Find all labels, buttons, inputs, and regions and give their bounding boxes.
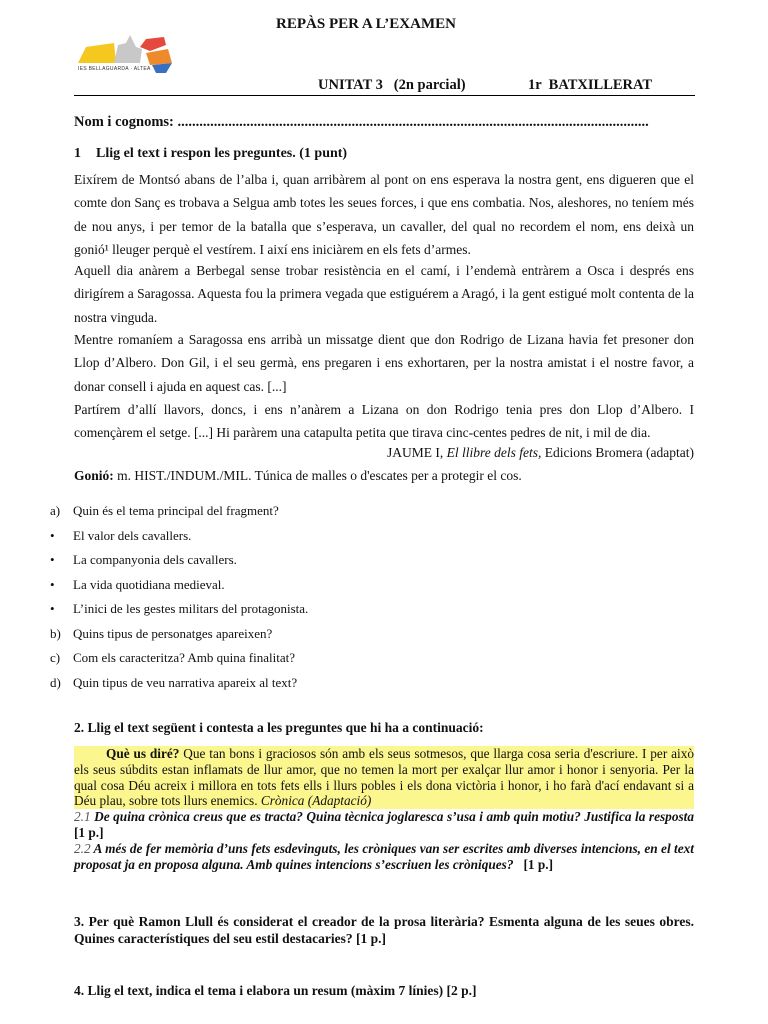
question-2-2 <box>74 841 694 873</box>
glossary-term: Gonió: <box>74 468 114 483</box>
question-1-number: 1 <box>74 146 81 161</box>
passage-lead: Què us diré? <box>106 746 180 761</box>
list-item: • L’inici de les gestes militars del protagonista. <box>50 601 309 616</box>
passage-source: Crònica (Adaptació) <box>260 793 372 809</box>
question-1-heading <box>74 146 347 162</box>
passage-paragraph: Eixírem de Montsó abans de l’alba i, quan arribàrem al pont on ens esperava la nostra gent, ens digueren que el comte don Sanç es trobava a Selgua amb totes les seues forces, i que ens combatia. Nos, aleshores, no teníem més de nou anys, i per temor de la batalla que s’esperava, un cavaller, del qual no recordem el nom, ens deixà un gonió¹ lleuger perquè el vestírem. I així ens iniciàrem en els fets d’armes. <box>74 172 694 258</box>
page-title: REPÀS PER A L’EXAMEN <box>276 16 456 32</box>
question-2-2-points: [1 p.] <box>513 856 554 872</box>
question-3: 3. Per què Ramon Llull és considerat el creador de la prosa literària? Esmenta alguna de les seues obres. Quines característiques del seu estil destacaries? [1 p.] <box>74 914 694 946</box>
glossary-definition: m. HIST./INDUM./MIL. Túnica de malles o d'escates per a protegir el cos. <box>113 468 522 483</box>
level-label: 1r BATXILLERAT <box>528 77 653 93</box>
list-item: b) Quins tipus de personatges apareixen? <box>50 625 273 641</box>
logo-gray-shape <box>114 35 142 63</box>
question-2-1 <box>74 809 694 841</box>
passage-body: Que tan bons i graciosos són amb els seus sotmesos, que llarga cosa seria d'escriure. I per això els seus súbdits estan inflamats de llur amor, que no temen la mort per exalçar llur amor i honor i senyoria. Per la qual cosa Déu acreix i millora en tots fets ells i llurs pobles i els dona victòria i honor, i ho farà d'ací endavant si a Déu plau, sobre tots llurs enemics. <box>74 746 694 809</box>
list-item: d) Quin tipus de veu narrativa apareix al text? <box>50 674 298 690</box>
citation-publisher: Edicions Bromera (adaptat) <box>541 445 694 460</box>
list-item: • La vida quotidiana medieval. <box>50 576 225 592</box>
list-item: • La companyonia dels cavallers. <box>50 552 237 567</box>
list-item: c) Com els caracteritza? Amb quina finalitat? <box>50 650 295 665</box>
name-field: Nom i cognoms: .................................................................................................................................. <box>74 114 649 130</box>
passage-paragraph: Mentre romaníem a Saragossa ens arribà un missatge dient que don Rodrigo de Lizana havia fet presoner don Llop d’Albero. Don Gil, i el seu germà, ens pregaren i ens exhortaren, per la nostra amistat i el nostre favor, a donar consell i ajuda en aquest cas. [...] <box>74 332 694 394</box>
passage-paragraph: Aquell dia anàrem a Berbegal sense trobar resistència en el camí, i l’endemà entràrem a Osca i després ens dirigírem a Saragossa. Aquesta fou la primera vegada que estiguérem a Aragó, i la gent estigué molt contenta de la nostra vinguda. <box>74 263 694 325</box>
passage-citation <box>387 445 694 461</box>
header-divider <box>74 95 695 96</box>
chronicle-passage <box>74 746 694 809</box>
question-1-title: Llig el text i respon les preguntes. (1 punt) <box>96 146 348 161</box>
question-4: 4. Llig el text, indica el tema i elabora un resum (màxim 7 línies) [2 p.] <box>74 983 477 998</box>
logo-orange-shape <box>146 49 172 65</box>
logo-yellow-shape <box>78 43 116 63</box>
passage-paragraph: Partírem d’allí llavors, doncs, i ens n’anàrem a Lizana on don Rodrigo tenia pres don Llop d’Albero. I començàrem el setge. [...] Hi paràrem una catapulta petita que tirava cinc-centes pedres de nit, i mil de dia. <box>74 402 694 441</box>
logo-caption: IES BELLAGUARDA · ALTEA <box>78 66 151 72</box>
question-2-heading: 2. Llig el text següent i contesta a les preguntes que hi ha a continuació: <box>74 720 484 735</box>
citation-author: JAUME I, <box>387 445 447 460</box>
question-2-1-points: [1 p.] <box>74 824 104 840</box>
question-2-2-number: 2.2 <box>74 841 91 856</box>
question-2-1-number: 2.1 <box>74 809 95 824</box>
logo-red-shape <box>140 37 166 51</box>
question-2-2-text: A més de fer memòria d’uns fets esdevinguts, les cròniques van ser escrites amb diverses intencions, en el text proposat ja en proposa alguna. Amb quines intencions s’escriuen les cròniques? <box>74 841 694 872</box>
list-item: • El valor dels cavallers. <box>50 527 192 543</box>
question-2-1-text: De quina crònica creus que es tracta? Quina tècnica joglaresca s’usa i amb quin motiu? Justifica la resposta <box>94 809 694 824</box>
list-item: a) Quin és el tema principal del fragment? <box>50 503 279 518</box>
citation-work: El llibre dels fets, <box>446 445 542 460</box>
glossary-note <box>74 468 522 484</box>
unit-label: UNITAT 3 (2n parcial) <box>318 77 466 93</box>
